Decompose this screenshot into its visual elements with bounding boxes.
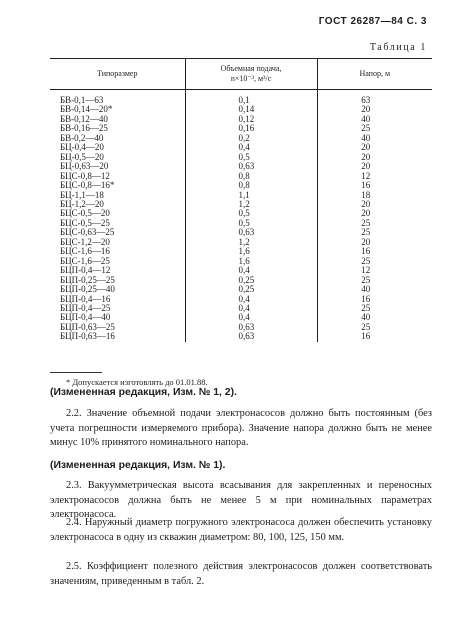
cell-head: 25 [317, 228, 432, 237]
table-body [50, 90, 432, 342]
cell-model: БЦ-0,4—20 [60, 142, 104, 153]
cell-flow: 0,25 [185, 276, 317, 285]
cell-head: 25 [317, 304, 432, 313]
cell-flow: 1,2 [185, 200, 317, 209]
cell-head: 40 [317, 134, 432, 143]
cell-head: 12 [317, 266, 432, 275]
cell-model: БЦП-0,25—25 [60, 274, 115, 285]
cell-model: БЦ-0,5—20 [60, 151, 104, 162]
cell-flow: 0,2 [185, 134, 317, 143]
cell-model: БЦС-1,2—20 [60, 236, 110, 247]
header-head: Напор, м [317, 59, 432, 90]
cell-head: 25 [317, 276, 432, 285]
cell-flow: 0,5 [185, 153, 317, 162]
cell-model: БЦП-0,25—40 [60, 284, 115, 295]
cell-flow: 0,63 [185, 162, 317, 171]
cell-model: БЦП-0,4—25 [60, 302, 111, 313]
cell-head: 40 [317, 313, 432, 322]
cell-flow: 0,63 [185, 228, 317, 237]
paragraph-2-3: 2.3. Вакуумметрическая высота всасывания для закрепленных и переносных электронасосов должна быть не менее 5 м при номинальных параметрах электронасоса. [50, 480, 432, 520]
cell-head: 12 [317, 172, 432, 181]
cell-model: БЦП-0,4—16 [60, 293, 111, 304]
cell-flow: 0,14 [185, 105, 317, 114]
amendment-text: (Измененная редакция, Изм. № 1). [50, 460, 226, 471]
amendment-note-1 [50, 459, 432, 474]
cell-head: 20 [317, 162, 432, 171]
cell-model: БЦС-0,5—20 [60, 208, 110, 219]
cell-head: 18 [317, 191, 432, 200]
paragraph-2-5: 2.5. Коэффициент полезного действия электронасосов должен соответствовать значениям, приведенным в табл. 2. [50, 561, 432, 587]
cell-flow: 1,2 [185, 238, 317, 247]
header-flow-line1: Объемная подача, [220, 64, 282, 73]
cell-head: 16 [317, 332, 432, 341]
cell-head: 20 [317, 105, 432, 114]
cell-model: БВ-0,16—25 [60, 123, 108, 134]
page-header: ГОСТ 26287—84 С. 3 [318, 16, 427, 27]
cell-model: БЦ-1,2—20 [60, 198, 104, 209]
cell-model: БЦС-0,5—25 [60, 217, 110, 228]
cell-flow: 0,4 [185, 266, 317, 275]
cell-head: 20 [317, 153, 432, 162]
header-name: Типоразмер [50, 59, 185, 90]
cell-model: БЦП-0,4—12 [60, 265, 111, 276]
cell-flow: 0,63 [185, 332, 317, 341]
cell-model: БЦС-1,6—25 [60, 255, 110, 266]
header-flow [185, 59, 317, 90]
amendment-note-1-2 [50, 386, 432, 401]
cell-flow: 0,12 [185, 115, 317, 124]
cell-head: 20 [317, 143, 432, 152]
cell-flow: 0,4 [185, 143, 317, 152]
cell-model: БЦП-0,63—16 [60, 331, 115, 342]
cell-model: БЦП-0,63—25 [60, 321, 115, 332]
cell-head: 40 [317, 285, 432, 294]
cell-head: 25 [317, 257, 432, 266]
amendment-text: (Измененная редакция, Изм. № 1, 2). [50, 387, 237, 398]
cell-model: БЦС-0,8—12 [60, 170, 110, 181]
cell-flow: 0,5 [185, 209, 317, 218]
table-caption: Таблица 1 [369, 42, 427, 53]
cell-model: БЦС-0,8—16* [60, 180, 115, 191]
paragraph-2-4: 2.4. Наружный диаметр погружного электронасоса должен обеспечить установку электронасоса в одну из скважин диаметром: 80, 100, 125, 150 мм. [50, 517, 432, 543]
cell-flow: 1,1 [185, 191, 317, 200]
cell-head: 16 [317, 295, 432, 304]
cell-model: БВ-0,14—20* [60, 104, 113, 115]
cell-flow: 0,63 [185, 323, 317, 332]
table-row [50, 90, 432, 106]
cell-head: 20 [317, 209, 432, 218]
cell-flow: 0,25 [185, 285, 317, 294]
header-flow-line2: n×10⁻³, м³/с [230, 74, 272, 83]
footnote: * Допускается изготовлять до 01.01.88. [66, 377, 208, 387]
cell-head: 25 [317, 124, 432, 133]
cell-model: БВ-0,1—63 [60, 95, 104, 105]
cell-flow: 0,8 [185, 181, 317, 190]
cell-head: 20 [317, 238, 432, 247]
cell-flow: 0,4 [185, 304, 317, 313]
table-row [50, 332, 432, 341]
cell-head: 16 [317, 181, 432, 190]
pump-table [50, 58, 432, 342]
cell-flow: 0,4 [185, 313, 317, 322]
cell-flow: 0,5 [185, 219, 317, 228]
footnote-divider [50, 372, 102, 373]
cell-flow: 1,6 [185, 257, 317, 266]
cell-head: 16 [317, 247, 432, 256]
cell-flow: 0,8 [185, 172, 317, 181]
paragraph-2-2: 2.2. Значение объемной подачи электронасосов должно быть постоянным (без учета погрешности измеряемого прибора). Значение напора должно быть не менее минус 10% принятого номинального напора. [50, 408, 432, 448]
table-header-row [50, 59, 432, 90]
cell-model: БЦ-1,1—18 [60, 189, 104, 200]
cell-model: БЦС-0,63—25 [60, 227, 115, 238]
cell-head: 20 [317, 200, 432, 209]
cell-flow: 0,16 [185, 124, 317, 133]
cell-model: БЦП-0,4—40 [60, 312, 111, 323]
cell-model: БЦС-1,6—16 [60, 246, 110, 257]
cell-model: БВ-0,2—40 [60, 132, 104, 143]
cell-head: 25 [317, 219, 432, 228]
cell-model: БЦ-0,63—20 [60, 161, 109, 172]
cell-flow: 0,4 [185, 295, 317, 304]
cell-flow: 0,1 [185, 90, 317, 106]
cell-model: БВ-0,12—40 [60, 113, 108, 124]
cell-head: 40 [317, 115, 432, 124]
cell-flow: 1,6 [185, 247, 317, 256]
cell-head: 63 [317, 90, 432, 106]
cell-head: 25 [317, 323, 432, 332]
